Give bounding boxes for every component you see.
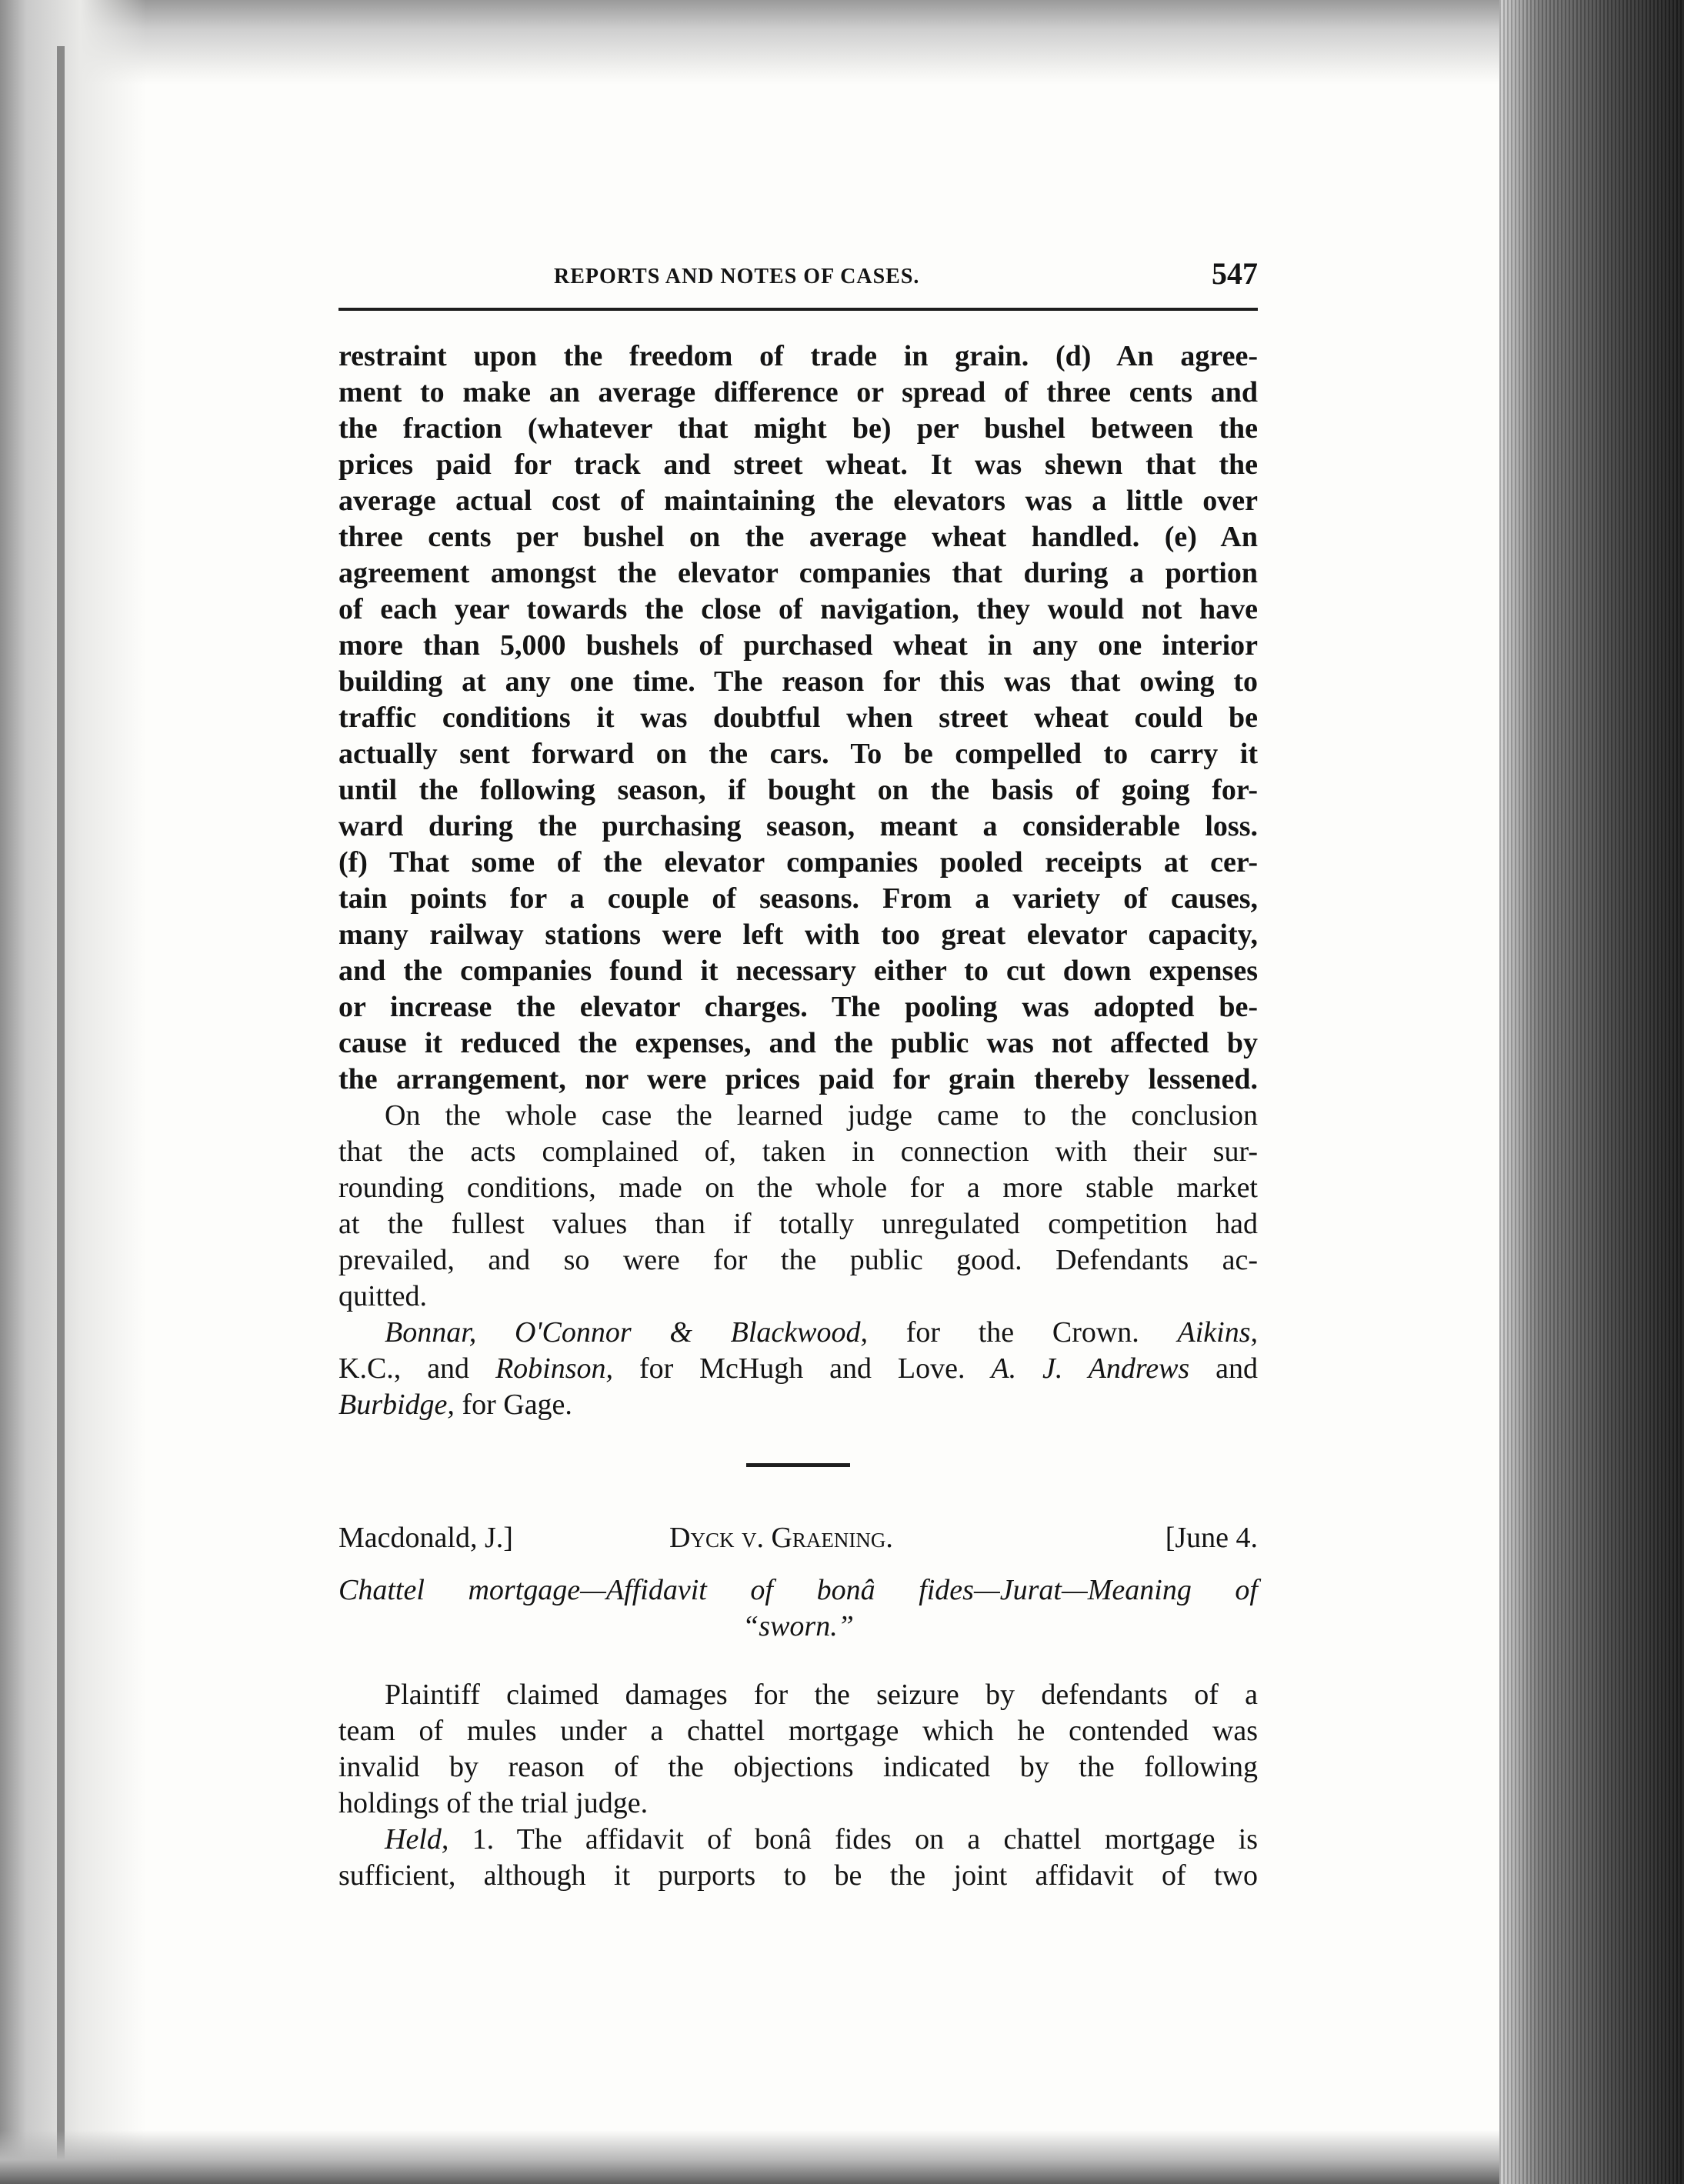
case-judge: Macdonald, J.] bbox=[338, 1522, 513, 1554]
counsel-text: K.C., and bbox=[338, 1352, 495, 1385]
text-line: agreement amongst the elevator companies that during a portion bbox=[338, 557, 1258, 589]
case-title: Dyck v. Graening. bbox=[669, 1522, 893, 1554]
text-line: building at any one time. The reason for this was that owing to bbox=[338, 665, 1258, 698]
headnote-line: “sworn.” bbox=[742, 1610, 854, 1642]
text-line: quitted. bbox=[338, 1280, 428, 1312]
section-separator bbox=[746, 1463, 850, 1467]
binding-edge bbox=[57, 46, 65, 2169]
page bbox=[338, 254, 1258, 1892]
text-line: tain points for a couple of seasons. From a variety of causes, bbox=[338, 882, 1258, 915]
text-line: (f) That some of the elevator companies pooled receipts at cer- bbox=[338, 846, 1258, 879]
counsel-line bbox=[338, 1351, 1258, 1387]
text-line: On the whole case the learned judge came to the conclusion bbox=[385, 1099, 1258, 1132]
case-heading bbox=[338, 1521, 1258, 1563]
counsel-text: and bbox=[1189, 1352, 1258, 1385]
counsel-name: Bonnar, O'Connor & Blackwood, bbox=[385, 1316, 869, 1349]
scan-top-shadow bbox=[0, 0, 1684, 85]
counsel-text: for Gage. bbox=[454, 1389, 572, 1421]
text-line: or increase the elevator charges. The pooling was adopted be- bbox=[338, 991, 1258, 1023]
text-line: prevailed, and so were for the public good. Defendants ac- bbox=[338, 1244, 1258, 1276]
text-line: team of mules under a chattel mortgage which he contended was bbox=[338, 1715, 1258, 1747]
held-line bbox=[338, 1822, 1258, 1858]
held-text: 1. The affidavit of bonâ fides on a chattel mortgage is bbox=[449, 1823, 1258, 1856]
scan-bottom-shadow bbox=[0, 2130, 1684, 2184]
text-line: and the companies found it necessary either to cut down expenses bbox=[338, 955, 1258, 987]
text-line: of each year towards the close of navigation, they would not have bbox=[338, 593, 1258, 625]
page-number: 547 bbox=[1212, 256, 1258, 291]
counsel-text: for the Crown. bbox=[868, 1316, 1178, 1349]
case-paragraph bbox=[338, 1677, 1258, 1822]
held-paragraph bbox=[338, 1822, 1258, 1894]
text-line: invalid by reason of the objections indicated by the following bbox=[338, 1751, 1258, 1783]
text-line: many railway stations were left with too great elevator capacity, bbox=[338, 919, 1258, 951]
text-line: prices paid for track and street wheat. It was shewn that the bbox=[338, 448, 1258, 481]
counsel-line bbox=[338, 1315, 1258, 1351]
held-label: Held, bbox=[385, 1823, 449, 1856]
text-line: actually sent forward on the cars. To be compelled to carry it bbox=[338, 738, 1258, 770]
scan-right-page-edges bbox=[1499, 0, 1684, 2184]
text-line: more than 5,000 bushels of purchased wheat in any one interior bbox=[338, 629, 1258, 662]
counsel-text: for McHugh and Love. bbox=[613, 1352, 992, 1385]
page-body bbox=[338, 338, 1258, 1894]
text-line: restraint upon the freedom of trade in grain. (d) An agree- bbox=[338, 340, 1258, 372]
conclusion-paragraph bbox=[338, 1098, 1258, 1315]
counsel-paragraph bbox=[338, 1315, 1258, 1423]
text-line: average actual cost of maintaining the elevators was a little over bbox=[338, 485, 1258, 517]
text-line: three cents per bushel on the average wheat handled. (e) An bbox=[338, 521, 1258, 553]
text-line: holdings of the trial judge. bbox=[338, 1787, 649, 1819]
text-line: rounding conditions, made on the whole for a more stable market bbox=[338, 1172, 1258, 1204]
page-header bbox=[338, 254, 1258, 300]
text-line: cause it reduced the expenses, and the public was not affected by bbox=[338, 1027, 1258, 1059]
case-headnote bbox=[338, 1572, 1258, 1645]
counsel-line bbox=[338, 1387, 1258, 1423]
running-head: REPORTS AND NOTES OF CASES. bbox=[554, 265, 920, 288]
held-line: sufficient, although it purports to be the joint affidavit of two bbox=[338, 1859, 1258, 1892]
counsel-name: A. J. Andrews bbox=[991, 1352, 1190, 1385]
report-paragraph bbox=[338, 338, 1258, 1098]
counsel-name: Burbidge, bbox=[338, 1389, 455, 1421]
text-line: ment to make an average difference or spread of three cents and bbox=[338, 376, 1258, 408]
text-line: until the following season, if bought on the basis of going for- bbox=[338, 774, 1258, 806]
header-rule bbox=[338, 308, 1258, 311]
text-line: ward during the purchasing season, meant a considerable loss. bbox=[338, 810, 1258, 842]
scan-left-shadow bbox=[0, 0, 146, 2184]
text-line: traffic conditions it was doubtful when street wheat could be bbox=[338, 702, 1258, 734]
counsel-name: Aikins, bbox=[1177, 1316, 1258, 1349]
headnote-line: Chattel mortgage—Affidavit of bonâ fides—Jurat—Meaning of bbox=[338, 1574, 1258, 1606]
text-line: the arrangement, nor were prices paid for grain thereby lessened. bbox=[338, 1063, 1258, 1095]
text-line: that the acts complained of, taken in connection with their sur- bbox=[338, 1135, 1258, 1168]
text-line: at the fullest values than if totally unregulated competition had bbox=[338, 1208, 1258, 1240]
text-line: the fraction (whatever that might be) per bushel between the bbox=[338, 412, 1258, 445]
counsel-name: Robinson, bbox=[495, 1352, 614, 1385]
case-date: [June 4. bbox=[1165, 1522, 1258, 1554]
text-line: Plaintiff claimed damages for the seizure by defendants of a bbox=[385, 1679, 1258, 1711]
